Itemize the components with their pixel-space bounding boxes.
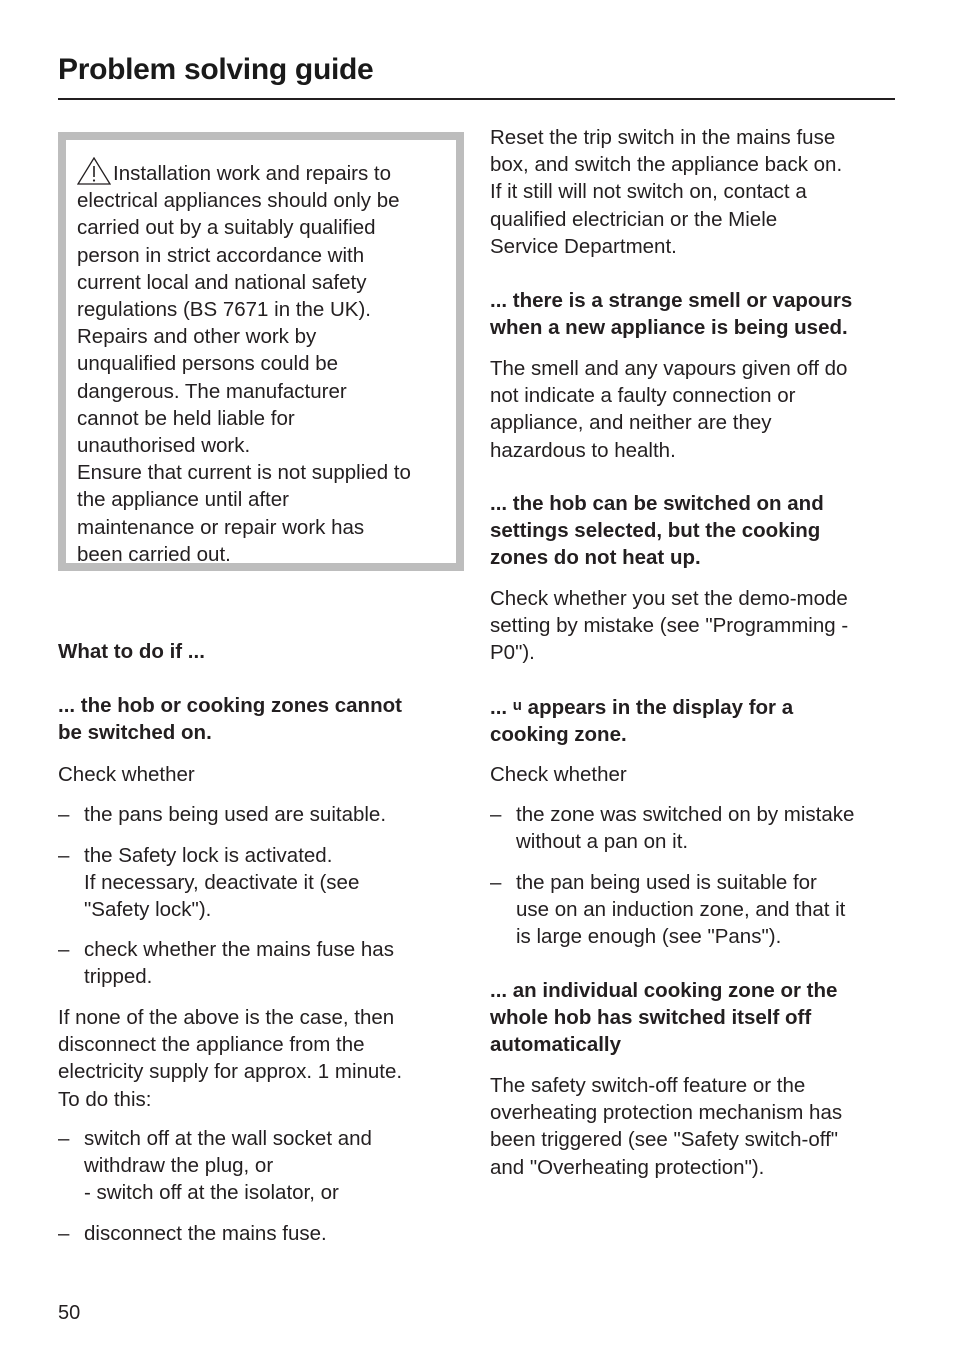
list-item: – the Safety lock is activated. If necessary, deactivate it (see "Safety lock").	[58, 844, 360, 922]
section-heading-display-symbol: ... u appears in the display for a cooking zone.	[490, 692, 793, 748]
warning-line: Ensure that current is not supplied to	[77, 461, 411, 485]
section-heading-strange-smell: ... there is a strange smell or vapours when a new appliance is being used.	[490, 289, 853, 340]
dash-bullet: –	[58, 1222, 70, 1245]
warning-line: unauthorised work.	[77, 434, 251, 458]
check-whether-text: Check whether	[490, 763, 627, 786]
warning-line: dangerous. The manufacturer	[77, 379, 347, 403]
dash-bullet: –	[58, 803, 70, 826]
display-symbol-icon: u	[512, 697, 522, 714]
warning-line: regulations (BS 7671 in the UK).	[77, 298, 371, 322]
title-rule	[58, 98, 895, 100]
warning-line: Repairs and other work by	[77, 325, 317, 349]
warning-triangle-icon	[77, 157, 111, 185]
warning-line: the appliance until after	[77, 488, 289, 512]
warning-line: been carried out.	[77, 542, 231, 566]
warning-line: person in strict accordance with	[77, 243, 365, 267]
list-item: – the zone was switched on by mistake without a pan on it.	[490, 803, 855, 854]
list-item: – check whether the mains fuse has tripped.	[58, 938, 394, 989]
warning-text	[77, 157, 465, 568]
dash-bullet: –	[490, 871, 502, 894]
dash-bullet: –	[58, 844, 70, 867]
page-title: Problem solving guide	[58, 53, 374, 86]
warning-line: current local and national safety	[77, 270, 367, 294]
smell-paragraph: The smell and any vapours given off do not indicate a faulty connection or appliance, and neither are they hazardous to health.	[490, 357, 848, 462]
dash-bullet: –	[490, 803, 502, 826]
section-heading-cannot-switch-on: ... the hob or cooking zones cannot be switched on.	[58, 694, 402, 745]
dash-bullet: –	[58, 1127, 70, 1150]
reset-paragraph: Reset the trip switch in the mains fuse box, and switch the appliance back on. If it still will not switch on, contact a qualified electrician or the Miele Service Department.	[490, 126, 843, 258]
list-item: – the pan being used is suitable for use on an induction zone, and that it is large enough (see "Pans").	[490, 871, 846, 949]
demo-mode-paragraph: Check whether you set the demo-mode setting by mistake (see "Programming - P0").	[490, 587, 849, 665]
warning-line: carried out by a suitably qualified	[77, 216, 376, 240]
warning-line: cannot be held liable for	[77, 406, 295, 430]
list-item: – switch off at the wall socket and withdraw the plug, or - switch off at the isolator, or	[58, 1127, 372, 1205]
warning-line: electrical appliances should only be	[77, 189, 400, 213]
list-item: – the pans being used are suitable.	[58, 801, 468, 828]
what-to-do-heading: What to do if ...	[58, 640, 205, 663]
warning-line: maintenance or repair work has	[77, 515, 365, 539]
section-heading-switched-off: ... an individual cooking zone or the whole hob has switched itself off automatically	[490, 979, 838, 1057]
warning-first-line: Installation work and repairs to	[113, 162, 392, 185]
page-number: 50	[58, 1302, 81, 1324]
warning-line: unqualified persons could be	[77, 352, 338, 376]
list-item: – disconnect the mains fuse.	[58, 1220, 468, 1247]
section-heading-no-heat: ... the hob can be switched on and settings selected, but the cooking zones do not heat up.	[490, 492, 824, 570]
check-whether-text: Check whether	[58, 763, 195, 786]
disconnect-paragraph: If none of the above is the case, then disconnect the appliance from the electricity supply for approx. 1 minute. To do this:	[58, 1006, 403, 1111]
warning-box	[58, 132, 464, 571]
safety-switch-off-paragraph: The safety switch-off feature or the overheating protection mechanism has been triggered (see "Safety switch-off" and "Overheating protection").	[490, 1074, 843, 1179]
dash-bullet: –	[58, 938, 70, 961]
